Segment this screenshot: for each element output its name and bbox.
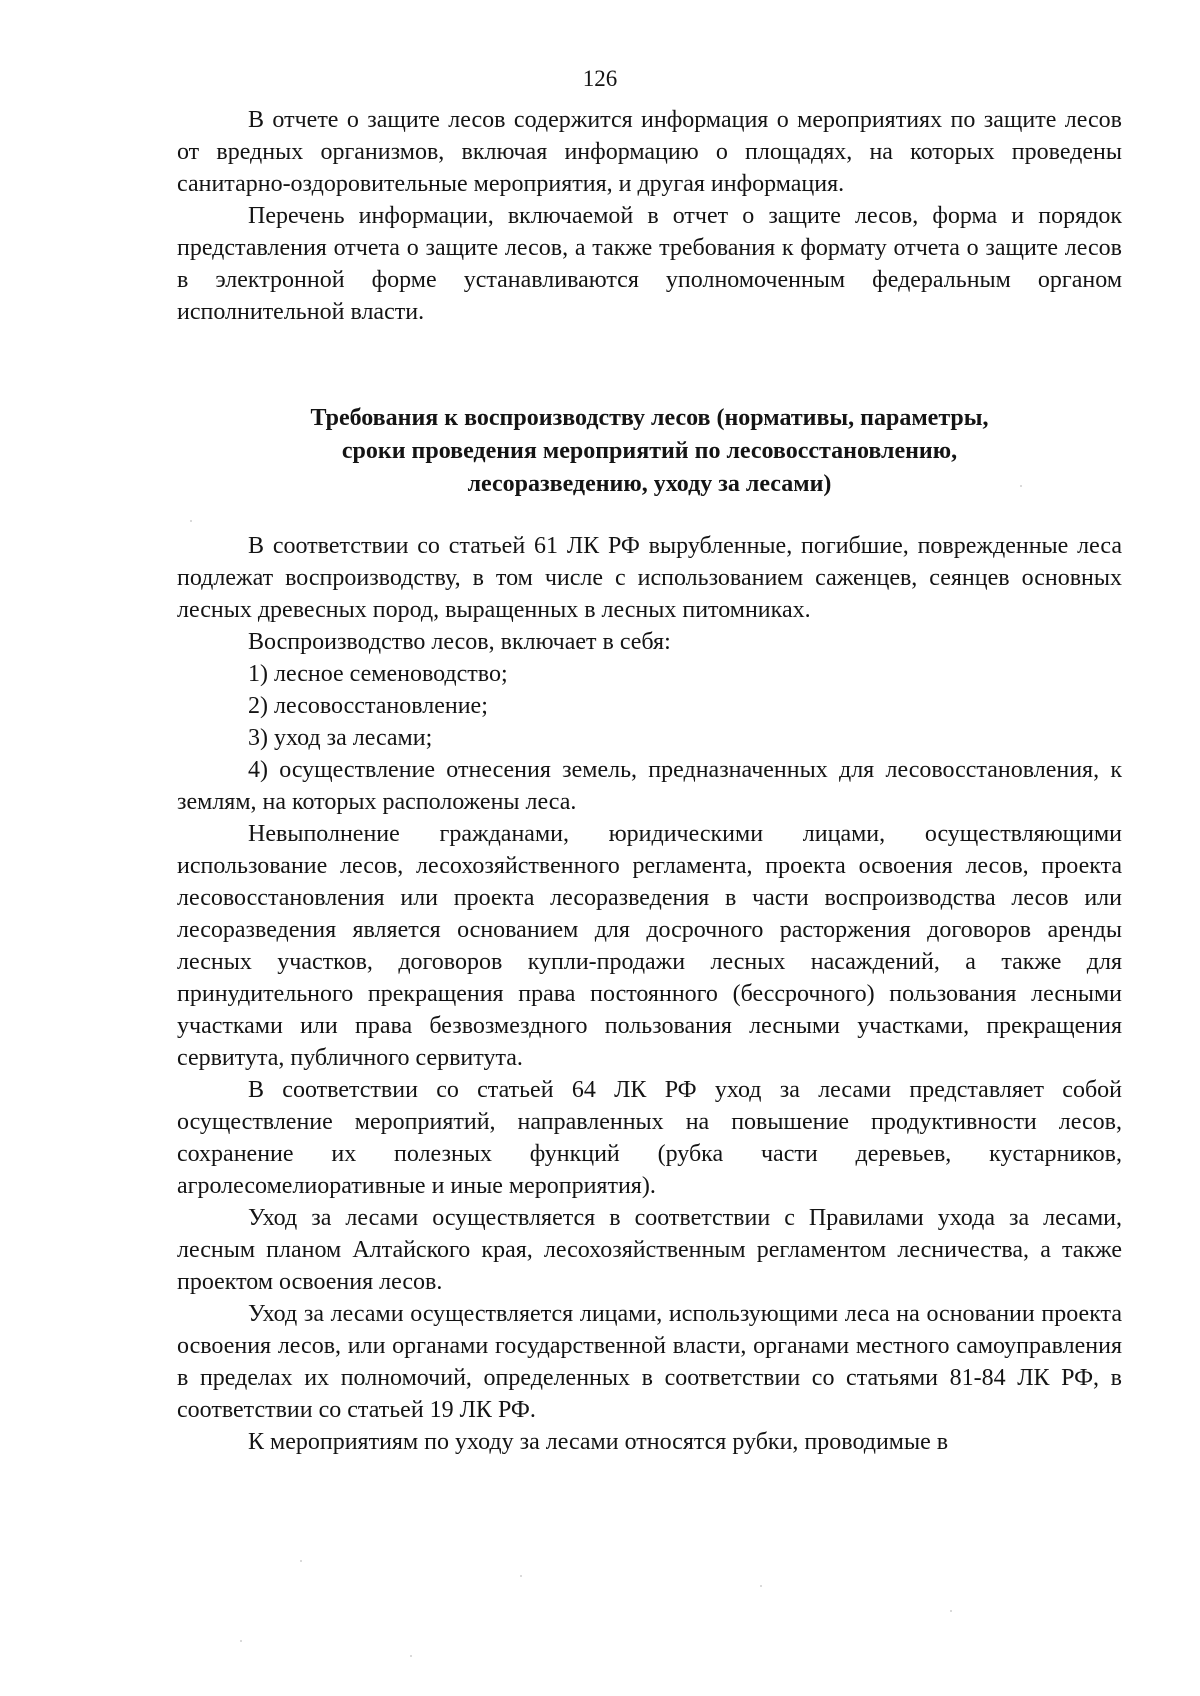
- scan-speck: [760, 1585, 762, 1587]
- paragraph-report-content: В отчете о защите лесов содержится информация о мероприятиях по защите лесов от вредных организмов, включая информацию о площадях, на которых проведены санитарно-оздоровительные мероприятия, и другая информация.: [177, 107, 1122, 197]
- scan-speck: [410, 1655, 412, 1657]
- paragraph-article-61: В соответствии со статьей 61 ЛК РФ вырубленные, погибшие, поврежденные леса подлежат воспроизводству, в том числе с использованием саженцев, сеянцев основных лесных древесных пород, выращенных в лесных питомниках.: [177, 533, 1122, 623]
- list-item: 2) лесовосстановление;: [248, 693, 488, 719]
- scan-speck: [1020, 485, 1022, 487]
- paragraph-article-64: В соответствии со статьей 64 ЛК РФ уход за лесами представляет собой осуществление мероприятий, направленных на повышение продуктивности лесов, сохранение их полезных функций (рубка части деревьев, кустарников, агролесомелиоративные и иные мероприятия).: [177, 1077, 1122, 1199]
- paragraph-care-rules: Уход за лесами осуществляется в соответствии с Правилами ухода за лесами, лесным планом Алтайского края, лесохозяйственным регламентом лесничества, а также проектом освоения лесов.: [177, 1205, 1122, 1295]
- heading-line: лесоразведению, уходу за лесами): [467, 471, 832, 497]
- paragraph-care-performers: Уход за лесами осуществляется лицами, использующими леса на основании проекта освоения лесов, или органами государственной власти, органами местного самоуправления в пределах их полномочий, определенных в соответствии со статьями 81-84 ЛК РФ, в соответствии со статьей 19 ЛК РФ.: [177, 1301, 1122, 1423]
- list-item: 3) уход за лесами;: [248, 725, 433, 751]
- list-item: 1) лесное семеноводство;: [248, 661, 508, 687]
- scan-speck: [240, 1640, 242, 1642]
- heading-line: Требования к воспроизводству лесов (нормативы, параметры,: [310, 405, 989, 431]
- section-forest-protection-report: [177, 104, 1122, 328]
- section-heading: [177, 402, 1122, 501]
- scan-speck: [950, 1610, 952, 1612]
- paragraph-non-compliance: Невыполнение гражданами, юридическими лицами, осуществляющими использование лесов, лесохозяйственного регламента, проекта освоения лесов, проекта лесовосстановления или проекта лесоразведения в части воспроизводства лесов или лесоразведения является основанием для досрочного расторжения договоров аренды лесных участков, договоров купли-продажи лесных насаждений, а также для принудительного прекращения права постоянного (бессрочного) пользования лесными участками или права безвозмездного пользования лесными участками, прекращения сервитута, публичного сервитута.: [177, 821, 1122, 1071]
- paragraph-report-requirements: Перечень информации, включаемой в отчет о защите лесов, форма и порядок представления отчета о защите лесов, а также требования к формату отчета о защите лесов в электронной форме устанавливаются уполномоченным федеральным органом исполнительной власти.: [177, 203, 1122, 325]
- list-item: 4) осуществление отнесения земель, предназначенных для лесовосстановления, к землям, на которых расположены леса.: [177, 757, 1122, 815]
- section-forest-reproduction: [177, 530, 1122, 1458]
- scan-speck: [520, 1575, 522, 1577]
- paragraph-care-measures: К мероприятиям по уходу за лесами относятся рубки, проводимые в: [248, 1429, 949, 1455]
- scan-speck: [190, 520, 192, 522]
- heading-line: сроки проведения мероприятий по лесовосстановлению,: [341, 438, 958, 464]
- page-number: 126: [582, 66, 618, 91]
- scan-speck: [300, 1560, 302, 1562]
- list-title: Воспроизводство лесов, включает в себя:: [248, 629, 671, 655]
